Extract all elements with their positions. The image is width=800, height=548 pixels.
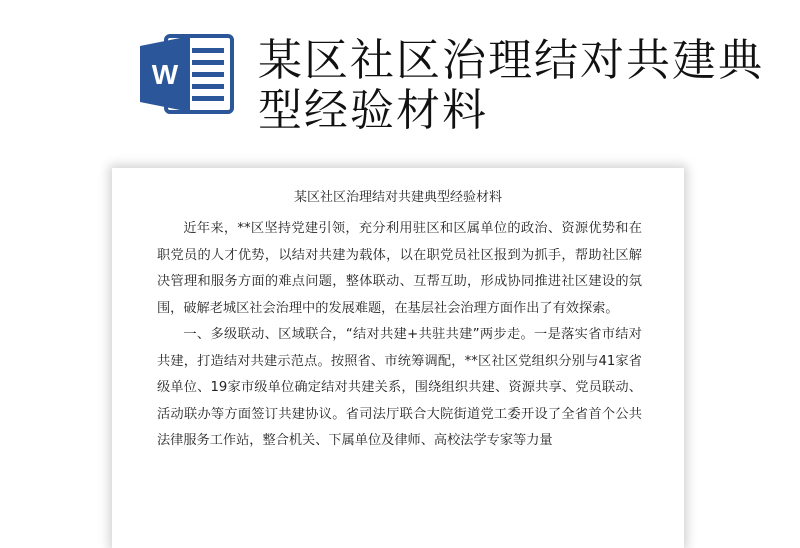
document-title: 某区社区治理结对共建典型经验材料 (293, 190, 502, 205)
header-title: 某区社区治理结对共建典型经验材料 (258, 35, 764, 136)
document-page (112, 168, 684, 548)
document-body (157, 216, 642, 455)
word-document-icon (140, 32, 236, 116)
document-paragraph: 近年来，**区坚持党建引领，充分利用驻区和区属单位的政治、资源优势和在职党员的人才优势，以结对共建为载体，以在职党员社区报到为抓手，帮助社区解决管理和服务方面的难点问题，整体联动、互帮互助，形成协同推进社区建设的氛围，破解老城区社会治理中的发展难题，在基层社会治理方面作出了有效探索。 (157, 221, 642, 316)
word-icon-letter: W (151, 59, 179, 90)
document-paragraph: 一、多级联动、区域联合，“结对共建+共驻共建”两步走。一是落实省市结对共建，打造结对共建示范点。按照省、市统筹调配，**区社区党组织分别与41家省级单位、19家市级单位确定结对共建关系，围绕组织共建、资源共享、党员联动、活动联办等方面签订共建协议。省司法厅联合大院街道党工委开设了全省首个公共法律服务工作站，整合机关、下属单位及律师、高校法学专家等力量 (157, 327, 642, 448)
header-banner (0, 0, 800, 160)
